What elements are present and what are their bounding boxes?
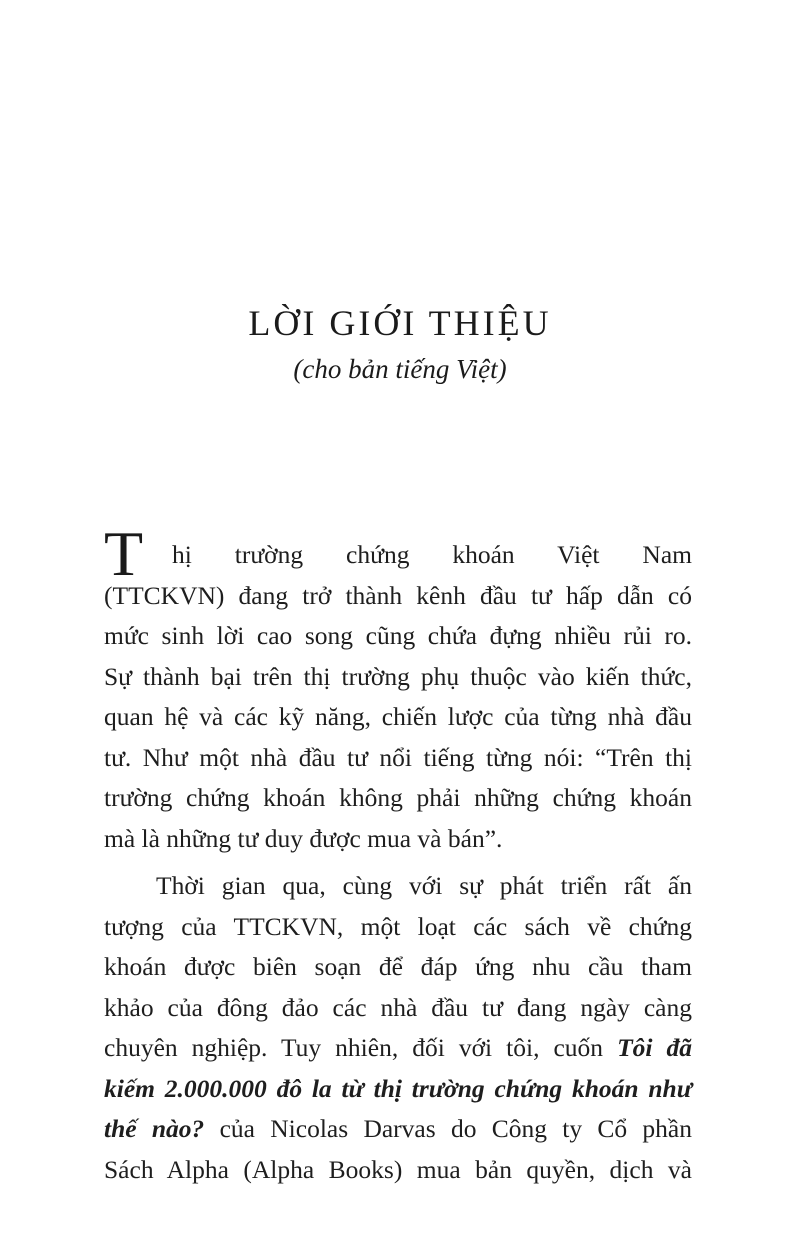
text-line: mức sinh lời cao song cũng chứa đựng nhiều rủi ro.	[104, 621, 692, 650]
text-line: tư. Như một nhà đầu tư nổi tiếng từng nói: “Trên thị	[104, 742, 692, 772]
text-line: trường chứng khoán không phải những chứng khoán	[104, 783, 692, 812]
text-line	[104, 1028, 692, 1069]
text-line: khoán được biên soạn để đáp ứng nhu cầu tham	[104, 952, 692, 981]
text-line: Thời gian qua, cùng với sự phát triển rất ấn	[156, 871, 692, 900]
text-line	[104, 518, 692, 589]
text-line-content: hị trường chứng khoán Việt Nam	[172, 540, 692, 569]
drop-cap: T	[104, 518, 144, 589]
text-line: tượng của TTCKVN, một loạt các sách về chứng	[104, 911, 692, 941]
text-line	[104, 1109, 692, 1150]
text-line: mà là những tư duy được mua và bán”.	[104, 823, 503, 853]
text-line: Sự thành bại trên thị trường phụ thuộc vào kiến thức,	[104, 661, 692, 691]
text-line: khảo của đông đảo các nhà đầu tư đang ngày càng	[104, 992, 692, 1022]
page-subtitle: (cho bản tiếng Việt)	[293, 354, 507, 384]
paragraph-2	[104, 866, 692, 1190]
book-title-line: kiếm 2.000.000 đô la từ thị trường chứng khoán như	[104, 1073, 692, 1103]
text-line: (TTCKVN) đang trở thành kênh đầu tư hấp dẫn có	[104, 580, 692, 610]
page-title: LỜI GIỚI THIỆU	[248, 303, 552, 343]
book-title-part: Tôi đã	[617, 1033, 692, 1062]
text-line: quan hệ và các kỹ năng, chiến lược của từng nhà đầu	[104, 702, 692, 731]
text-line: Sách Alpha (Alpha Books) mua bản quyền, dịch và	[104, 1154, 692, 1184]
book-title-part: thế nào?	[104, 1114, 205, 1143]
text-span: chuyên nghiệp. Tuy nhiên, đối với tôi, cuốn	[104, 1033, 618, 1062]
text-span: của Nicolas Darvas do Công ty Cổ phần	[204, 1114, 692, 1143]
paragraph-1	[104, 518, 692, 859]
